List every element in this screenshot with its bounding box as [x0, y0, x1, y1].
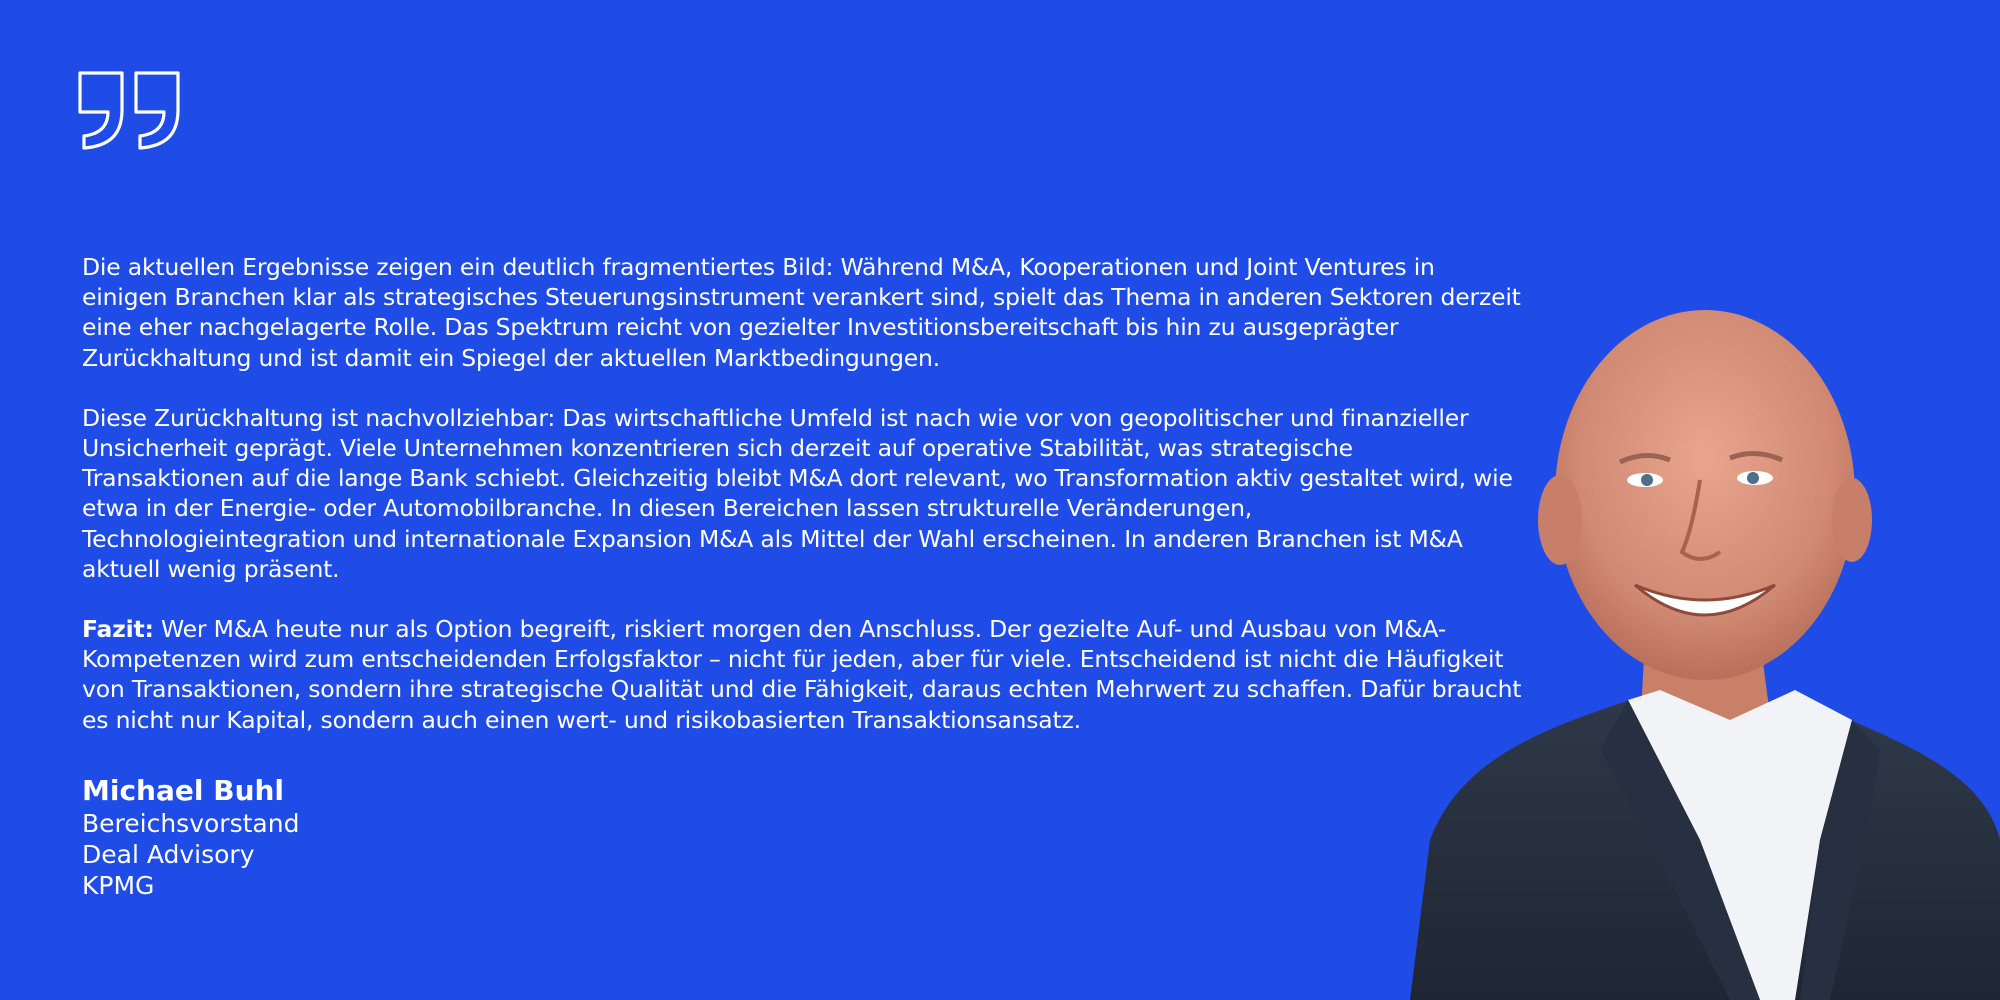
author-portrait [1400, 280, 2000, 1000]
author-signature [82, 774, 299, 901]
author-company: KPMG [82, 871, 155, 900]
quote-paragraph-middle: Diese Zurückhaltung ist nachvollziehbar: Das wirtschaftliche Umfeld ist nach wie vor von geopolitischer und finanzieller Unsicherheit geprägt. Viele Unternehmen konzentrieren sich derzeit auf operative Stabilität, was strategische Transaktionen auf die lange Bank schiebt. Gleichzeitig bleibt M&A dort relevant, wo Transformation aktiv gestaltet wird, wie etwa in der Energie- oder Automobilbranche. In diesen Bereichen lassen strukturelle Veränderungen, Technologieintegration und internationale Expansion M&A als Mittel der Wahl erscheinen. In anderen Branchen ist M&A aktuell wenig präsent. [82, 403, 1513, 583]
conclusion-text: Wer M&A heute nur als Option begreift, riskiert morgen den Anschluss. Der gezielte Auf- und Ausbau von M&A-Kompetenzen wird zum entscheidenden Erfolgsfaktor – nicht für jeden, aber für viele. Entscheidend ist nicht die Häufigkeit von Transaktionen, sondern ihre strategische Qualität und die Fähigkeit, daraus echten Mehrwert zu schaffen. Dafür braucht es nicht nur Kapital, sondern auch einen wert- und risikobasierten Transaktionsansatz. [82, 615, 1522, 734]
quote-mark-icon [78, 70, 182, 152]
author-role: Bereichsvorstand [82, 809, 300, 838]
author-department: Deal Advisory [82, 840, 255, 869]
quote-paragraph-conclusion [82, 614, 1522, 735]
conclusion-label: Fazit: [82, 615, 154, 644]
author-name: Michael Buhl [82, 774, 285, 807]
quote-text [82, 252, 1522, 765]
quote-paragraph-intro: Die aktuellen Ergebnisse zeigen ein deutlich fragmentiertes Bild: Während M&A, Kooperationen und Joint Ventures in einigen Branchen klar als strategisches Steuerungsinstrument verankert sind, spielt das Thema in anderen Sektoren derzeit eine eher nachgelagerte Rolle. Das Spektrum reicht von gezielter Investitionsbereitschaft bis hin zu ausgeprägter Zurückhaltung und ist damit ein Spiegel der aktuellen Marktbedingungen. [82, 253, 1521, 372]
